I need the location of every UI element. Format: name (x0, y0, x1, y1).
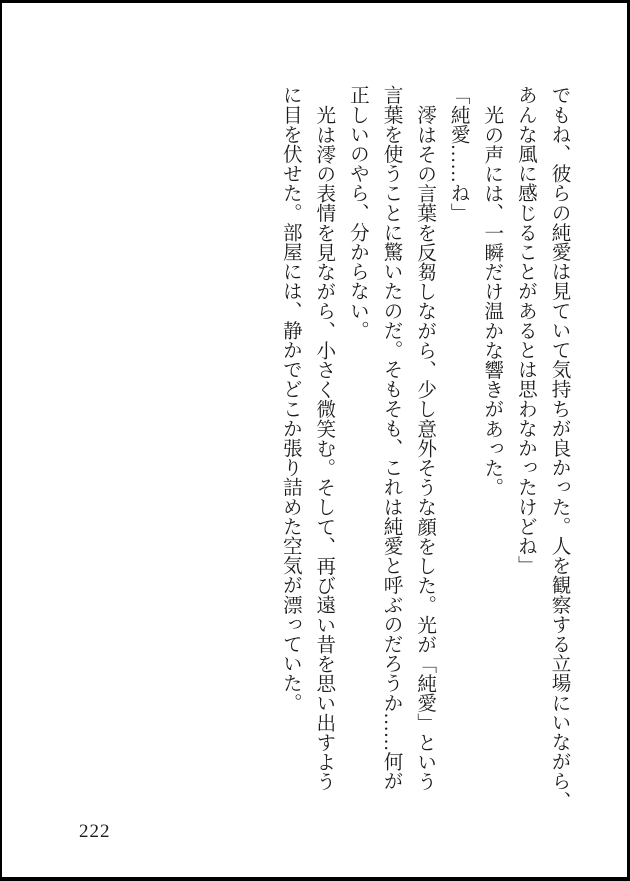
text-column-9: に目を伏せた。部屋には、静かでどこか張り詰めた空気が漂っていた。 (279, 85, 301, 713)
text-column-5: 澪はその言葉を反芻しながら、少し意外そうな顔をした。光が「純愛」という (413, 104, 435, 791)
vertical-text-area (273, 85, 575, 813)
page-number: 222 (79, 821, 111, 842)
text-column-1: でもね、彼らの純愛は見ていて気持ちが良かった。人を観察する立場にいながら、 (548, 85, 569, 811)
text-column-6: 言葉を使うことに驚いたのだ。そもそも、これは純愛と呼ぶのだろうか……何が (380, 85, 402, 791)
text-column-8: 光は澪の表情を見ながら、小さく微笑む。そして、再び遠い昔を思い出すよう (312, 104, 334, 791)
text-column-7: 正しいのやら、分からない。 (346, 85, 368, 340)
text-column-4: 「純愛……ね」 (447, 85, 469, 223)
text-column-3: 光の声には、一瞬だけ温かな響きがあった。 (480, 104, 502, 497)
text-column-2: あんな風に感じることがあるとは思わなかったけどね」 (514, 85, 536, 575)
